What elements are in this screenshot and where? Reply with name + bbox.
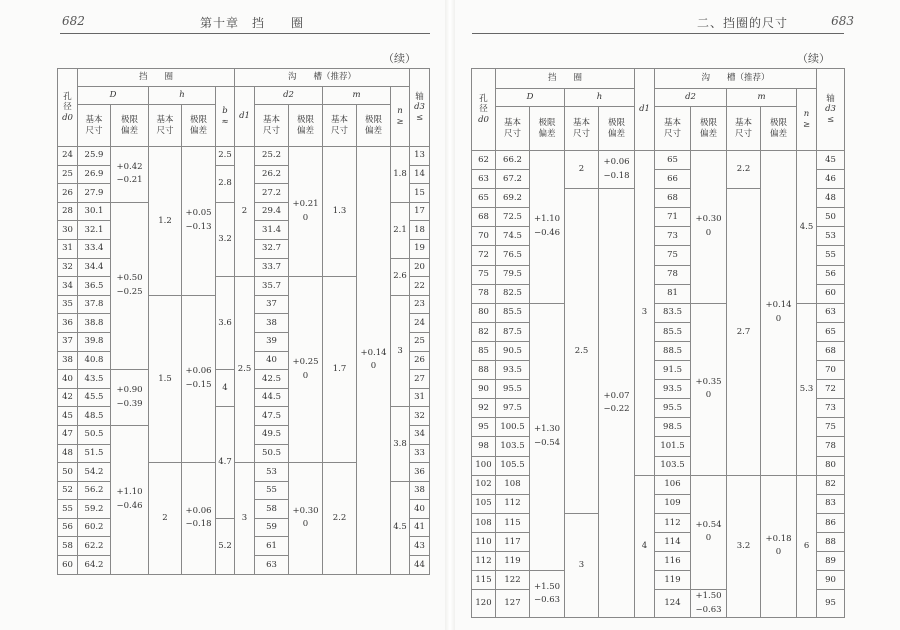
d3-cell: 34 (410, 425, 430, 444)
d1-header: d1 (235, 87, 255, 147)
h-cell: 2 (149, 463, 182, 575)
d2-dev-cell: +0.30 0 (691, 151, 727, 304)
page-number: 683 (831, 14, 854, 28)
d3-cell: 26 (410, 351, 430, 370)
b-cell: 2.5 (216, 147, 235, 166)
d1-cell: 2.5 (235, 277, 255, 463)
m-header: m (323, 87, 391, 105)
continued-label: （续） (797, 52, 830, 65)
d3-cell: 44 (410, 556, 430, 575)
m-cell: 2.2 (727, 151, 761, 189)
d0-cell: 36 (58, 314, 78, 333)
d2-basic-header: 基本 尺寸 (655, 107, 691, 151)
table-row (472, 151, 845, 170)
D-cell: 54.2 (78, 463, 111, 482)
d3-cell: 36 (410, 463, 430, 482)
n-cell: 3.8 (391, 407, 410, 481)
d3-cell: 41 (410, 518, 430, 537)
shaft-header: 轴 d3 ≤ (410, 69, 430, 147)
bore-header: 孔 径 d0 (472, 69, 496, 151)
d2-cell: 42.5 (255, 370, 289, 389)
d2-cell: 124 (655, 590, 691, 618)
h-cell: 3 (565, 513, 599, 618)
page-number: 682 (62, 14, 85, 28)
D-dev-header: 极限 偏差 (111, 105, 149, 147)
m-cell: 1.7 (323, 277, 357, 463)
d0-cell: 47 (58, 425, 78, 444)
d0-cell: 52 (58, 481, 78, 500)
m-cell: 3.2 (727, 475, 761, 618)
D-cell: 93.5 (496, 361, 530, 380)
D-cell: 48.5 (78, 407, 111, 426)
d0-cell: 102 (472, 475, 496, 494)
d2-cell: 25.2 (255, 147, 289, 166)
d0-cell: 32 (58, 258, 78, 277)
d3-cell: 33 (410, 444, 430, 463)
D-cell: 59.2 (78, 500, 111, 519)
d0-cell: 72 (472, 246, 496, 265)
m-basic-header: 基本 尺寸 (727, 107, 761, 151)
D-cell: 117 (496, 532, 530, 551)
d3-cell: 32 (410, 407, 430, 426)
b-cell: 3.6 (216, 277, 235, 370)
n-cell: 4.5 (797, 151, 817, 304)
d3-cell: 80 (817, 456, 845, 475)
m-cell: 1.3 (323, 147, 357, 277)
d3-cell: 45 (817, 151, 845, 170)
d2-cell: 83.5 (655, 303, 691, 322)
d0-cell: 60 (58, 556, 78, 575)
D-cell: 40.8 (78, 351, 111, 370)
D-cell: 90.5 (496, 341, 530, 360)
n-header: n ≥ (391, 87, 410, 147)
D-cell: 34.4 (78, 258, 111, 277)
d0-cell: 110 (472, 532, 496, 551)
table-row (472, 475, 845, 494)
d3-cell: 17 (410, 202, 430, 221)
m-dev-cell: +0.14 0 (761, 151, 797, 476)
D-header: D (78, 87, 149, 105)
d2-cell: 119 (655, 571, 691, 590)
retaining-ring-header: 挡 圈 (78, 69, 235, 87)
D-cell: 100.5 (496, 418, 530, 437)
d1-header: d1 (635, 69, 655, 151)
d2-cell: 26.2 (255, 165, 289, 184)
d0-cell: 82 (472, 322, 496, 341)
d2-cell: 53 (255, 463, 289, 482)
d0-cell: 34 (58, 277, 78, 296)
d2-cell: 73 (655, 227, 691, 246)
d3-cell: 89 (817, 551, 845, 570)
h-dev-cell: +0.06 −0.18 (182, 463, 216, 575)
D-cell: 67.2 (496, 170, 530, 189)
d1-cell: 3 (235, 463, 255, 575)
d3-cell: 55 (817, 246, 845, 265)
D-basic-header: 基本 尺寸 (496, 107, 530, 151)
D-cell: 30.1 (78, 202, 111, 221)
running-head: 第十章 挡 圈 (200, 16, 305, 30)
d3-cell: 90 (817, 571, 845, 590)
d2-cell: 35.7 (255, 277, 289, 296)
d3-cell: 20 (410, 258, 430, 277)
m-cell: 2.7 (727, 189, 761, 475)
D-cell: 108 (496, 475, 530, 494)
b-cell: 5.2 (216, 518, 235, 574)
d2-cell: 27.2 (255, 184, 289, 203)
shaft-header: 轴 d3 ≤ (817, 69, 845, 151)
D-cell: 79.5 (496, 265, 530, 284)
d2-cell: 66 (655, 170, 691, 189)
n-cell: 4.5 (391, 481, 410, 574)
d0-cell: 31 (58, 239, 78, 258)
d0-cell: 115 (472, 571, 496, 590)
d2-cell: 37 (255, 295, 289, 314)
D-dev-cell: +1.10 −0.46 (530, 151, 565, 304)
d0-cell: 120 (472, 590, 496, 618)
d2-cell: 81 (655, 284, 691, 303)
d2-basic-header: 基本 尺寸 (255, 105, 289, 147)
D-basic-header: 基本 尺寸 (78, 105, 111, 147)
D-cell: 33.4 (78, 239, 111, 258)
d3-cell: 60 (817, 284, 845, 303)
D-dev-cell: +0.50 −0.25 (111, 202, 149, 369)
D-cell: 37.8 (78, 295, 111, 314)
D-dev-cell: +1.50 −0.63 (530, 571, 565, 618)
d0-cell: 65 (472, 189, 496, 208)
d1-cell: 2 (235, 147, 255, 277)
d0-cell: 62 (472, 151, 496, 170)
right-page (455, 0, 900, 630)
n-cell: 5.3 (797, 303, 817, 475)
D-cell: 45.5 (78, 388, 111, 407)
d0-cell: 78 (472, 284, 496, 303)
d3-cell: 15 (410, 184, 430, 203)
d0-cell: 88 (472, 361, 496, 380)
n-cell: 3 (391, 295, 410, 407)
d2-cell: 49.5 (255, 425, 289, 444)
d2-dev-header: 极限 偏差 (691, 107, 727, 151)
d3-cell: 13 (410, 147, 430, 166)
D-cell: 66.2 (496, 151, 530, 170)
d2-cell: 50.5 (255, 444, 289, 463)
D-cell: 82.5 (496, 284, 530, 303)
b-cell: 4.7 (216, 407, 235, 519)
d2-dev-cell: +1.50 −0.63 (691, 590, 727, 618)
header-rule (60, 33, 430, 34)
d3-cell: 19 (410, 239, 430, 258)
D-cell: 87.5 (496, 322, 530, 341)
m-cell: 2.2 (323, 463, 357, 575)
b-cell: 4 (216, 370, 235, 407)
b-cell: 3.2 (216, 202, 235, 276)
m-dev-header: 极限 偏差 (761, 107, 797, 151)
D-dev-cell: +0.90 −0.39 (111, 370, 149, 426)
d2-cell: 116 (655, 551, 691, 570)
d2-cell: 101.5 (655, 437, 691, 456)
d2-cell: 29.4 (255, 202, 289, 221)
d2-cell: 98.5 (655, 418, 691, 437)
d3-cell: 18 (410, 221, 430, 240)
d2-cell: 32.7 (255, 239, 289, 258)
d0-cell: 95 (472, 418, 496, 437)
D-cell: 72.5 (496, 208, 530, 227)
h-basic-header: 基本 尺寸 (565, 107, 599, 151)
d0-cell: 26 (58, 184, 78, 203)
D-cell: 36.5 (78, 277, 111, 296)
h-header: h (149, 87, 216, 105)
d0-cell: 38 (58, 351, 78, 370)
d3-cell: 23 (410, 295, 430, 314)
retaining-ring-header: 挡 圈 (496, 69, 635, 89)
D-cell: 27.9 (78, 184, 111, 203)
d3-cell: 50 (817, 208, 845, 227)
d0-cell: 25 (58, 165, 78, 184)
D-cell: 64.2 (78, 556, 111, 575)
d0-cell: 45 (58, 407, 78, 426)
d2-cell: 75 (655, 246, 691, 265)
d2-dev-cell: +0.54 0 (691, 475, 727, 590)
dimension-table (57, 68, 430, 575)
d0-cell: 90 (472, 380, 496, 399)
D-dev-cell: +0.42 −0.21 (111, 147, 149, 203)
d2-cell: 109 (655, 494, 691, 513)
D-cell: 62.2 (78, 537, 111, 556)
d3-cell: 86 (817, 513, 845, 532)
d2-cell: 58 (255, 500, 289, 519)
d3-cell: 78 (817, 437, 845, 456)
n-header: n ≥ (797, 89, 817, 151)
d3-cell: 63 (817, 303, 845, 322)
D-cell: 25.9 (78, 147, 111, 166)
d0-cell: 85 (472, 341, 496, 360)
d2-cell: 63 (255, 556, 289, 575)
d2-cell: 38 (255, 314, 289, 333)
d2-cell: 85.5 (655, 322, 691, 341)
D-cell: 85.5 (496, 303, 530, 322)
d3-cell: 38 (410, 481, 430, 500)
d0-cell: 37 (58, 332, 78, 351)
d3-cell: 27 (410, 370, 430, 389)
d3-cell: 14 (410, 165, 430, 184)
n-cell: 2.1 (391, 202, 410, 258)
n-cell: 6 (797, 475, 817, 618)
D-cell: 105.5 (496, 456, 530, 475)
d2-dev-cell: +0.21 0 (289, 147, 323, 277)
d0-cell: 108 (472, 513, 496, 532)
d2-cell: 61 (255, 537, 289, 556)
m-dev-header: 极限 偏差 (357, 105, 391, 147)
D-cell: 32.1 (78, 221, 111, 240)
d3-cell: 46 (817, 170, 845, 189)
d0-cell: 68 (472, 208, 496, 227)
h-cell: 1.2 (149, 147, 182, 296)
h-cell: 1.5 (149, 295, 182, 462)
d2-cell: 106 (655, 475, 691, 494)
D-cell: 26.9 (78, 165, 111, 184)
d0-cell: 100 (472, 456, 496, 475)
table-row (58, 147, 430, 166)
d2-cell: 47.5 (255, 407, 289, 426)
d2-cell: 55 (255, 481, 289, 500)
d3-cell: 75 (817, 418, 845, 437)
d0-cell: 48 (58, 444, 78, 463)
d3-cell: 22 (410, 277, 430, 296)
d3-cell: 72 (817, 380, 845, 399)
d3-cell: 25 (410, 332, 430, 351)
d0-cell: 28 (58, 202, 78, 221)
n-cell: 2.6 (391, 258, 410, 295)
h-dev-cell: +0.05 −0.13 (182, 147, 216, 296)
h-dev-header: 极限 偏差 (599, 107, 635, 151)
d2-cell: 68 (655, 189, 691, 208)
d3-cell: 70 (817, 361, 845, 380)
d3-cell: 24 (410, 314, 430, 333)
b-cell: 2.8 (216, 165, 235, 202)
d0-cell: 98 (472, 437, 496, 456)
d0-cell: 42 (58, 388, 78, 407)
d0-cell: 24 (58, 147, 78, 166)
d2-cell: 95.5 (655, 399, 691, 418)
d0-cell: 30 (58, 221, 78, 240)
dimension-table (471, 68, 845, 618)
d2-header: d2 (655, 89, 727, 107)
d3-cell: 68 (817, 341, 845, 360)
d0-cell: 50 (58, 463, 78, 482)
d2-cell: 91.5 (655, 361, 691, 380)
D-cell: 56.2 (78, 481, 111, 500)
d2-cell: 33.7 (255, 258, 289, 277)
D-cell: 50.5 (78, 425, 111, 444)
d3-cell: 53 (817, 227, 845, 246)
left-page (0, 0, 445, 630)
d2-header: d2 (255, 87, 323, 105)
bore-header: 孔 径 d0 (58, 69, 78, 147)
d1-cell: 3 (635, 151, 655, 476)
d2-cell: 78 (655, 265, 691, 284)
d2-cell: 40 (255, 351, 289, 370)
d3-cell: 43 (410, 537, 430, 556)
d3-cell: 83 (817, 494, 845, 513)
D-cell: 103.5 (496, 437, 530, 456)
running-head: 二、挡圈的尺寸 (696, 16, 788, 30)
groove-header: 沟 槽（推荐） (235, 69, 410, 87)
book-gutter (445, 0, 455, 630)
d3-cell: 82 (817, 475, 845, 494)
m-dev-cell: +0.18 0 (761, 475, 797, 618)
D-cell: 43.5 (78, 370, 111, 389)
D-cell: 119 (496, 551, 530, 570)
d0-cell: 58 (58, 537, 78, 556)
d2-cell: 39 (255, 332, 289, 351)
D-cell: 39.8 (78, 332, 111, 351)
d0-cell: 35 (58, 295, 78, 314)
D-cell: 69.2 (496, 189, 530, 208)
d2-cell: 71 (655, 208, 691, 227)
D-dev-cell: +1.10 −0.46 (111, 425, 149, 574)
d0-cell: 40 (58, 370, 78, 389)
D-cell: 74.5 (496, 227, 530, 246)
d2-dev-header: 极限 偏差 (289, 105, 323, 147)
h-dev-cell: +0.07 −0.22 (599, 189, 635, 618)
d3-cell: 73 (817, 399, 845, 418)
h-header: h (565, 89, 635, 107)
h-cell: 2.5 (565, 189, 599, 514)
d3-cell: 95 (817, 590, 845, 618)
d3-cell: 56 (817, 265, 845, 284)
D-cell: 112 (496, 494, 530, 513)
m-header: m (727, 89, 797, 107)
D-cell: 127 (496, 590, 530, 618)
D-cell: 115 (496, 513, 530, 532)
d2-dev-cell: +0.35 0 (691, 303, 727, 475)
d3-cell: 65 (817, 322, 845, 341)
d2-cell: 103.5 (655, 456, 691, 475)
d0-cell: 80 (472, 303, 496, 322)
d2-cell: 88.5 (655, 341, 691, 360)
d0-cell: 75 (472, 265, 496, 284)
d2-cell: 65 (655, 151, 691, 170)
d3-cell: 40 (410, 500, 430, 519)
d0-cell: 55 (58, 500, 78, 519)
D-cell: 60.2 (78, 518, 111, 537)
d0-cell: 92 (472, 399, 496, 418)
d2-dev-cell: +0.30 0 (289, 463, 323, 575)
n-cell: 1.8 (391, 147, 410, 203)
d2-cell: 31.4 (255, 221, 289, 240)
b-header: b ≈ (216, 87, 235, 147)
h-dev-cell: +0.06 −0.18 (599, 151, 635, 189)
h-basic-header: 基本 尺寸 (149, 105, 182, 147)
d0-cell: 70 (472, 227, 496, 246)
D-dev-header: 极限 偏差 (530, 107, 565, 151)
d3-cell: 48 (817, 189, 845, 208)
groove-header: 沟 槽（推荐） (655, 69, 817, 89)
d0-cell: 63 (472, 170, 496, 189)
m-dev-cell: +0.14 0 (357, 147, 391, 575)
D-dev-cell: +1.30 −0.54 (530, 303, 565, 570)
h-cell: 2 (565, 151, 599, 189)
d3-cell: 88 (817, 532, 845, 551)
D-header: D (496, 89, 565, 107)
h-dev-cell: +0.06 −0.15 (182, 295, 216, 462)
d1-cell: 4 (635, 475, 655, 618)
d2-cell: 93.5 (655, 380, 691, 399)
d0-cell: 105 (472, 494, 496, 513)
D-cell: 76.5 (496, 246, 530, 265)
d2-dev-cell: +0.25 0 (289, 277, 323, 463)
D-cell: 97.5 (496, 399, 530, 418)
d0-cell: 56 (58, 518, 78, 537)
d2-cell: 114 (655, 532, 691, 551)
header-rule (472, 33, 844, 34)
h-dev-header: 极限 偏差 (182, 105, 216, 147)
d0-cell: 112 (472, 551, 496, 570)
d2-cell: 59 (255, 518, 289, 537)
d3-cell: 31 (410, 388, 430, 407)
m-basic-header: 基本 尺寸 (323, 105, 357, 147)
d2-cell: 112 (655, 513, 691, 532)
D-cell: 122 (496, 571, 530, 590)
D-cell: 95.5 (496, 380, 530, 399)
D-cell: 51.5 (78, 444, 111, 463)
d2-cell: 44.5 (255, 388, 289, 407)
D-cell: 38.8 (78, 314, 111, 333)
continued-label: （续） (383, 52, 416, 65)
